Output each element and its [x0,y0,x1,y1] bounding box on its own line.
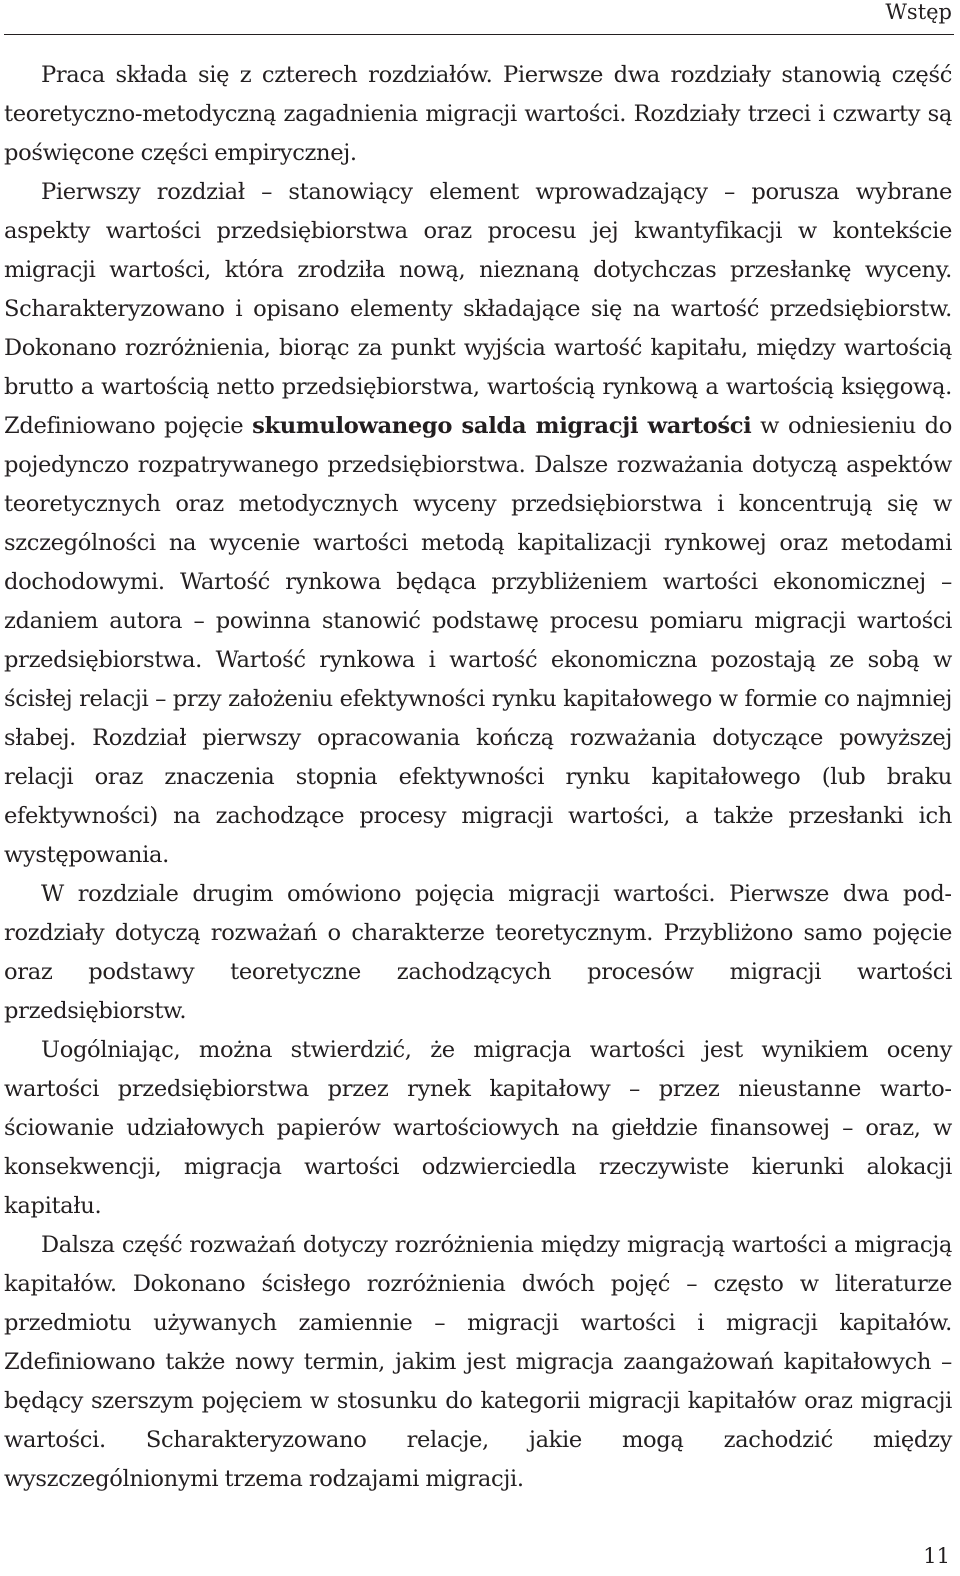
paragraph-3: W rozdziale drugim omówiono pojęcia migracji wartości. Pierwsze dwa podrozdziały dotyczą rozważań o charakterze teoretycznym. Przybliżono samo pojęcie oraz podstawy teoretyczne zachodzących procesów migracji wartości przedsiębiorstw. [4,881,952,1024]
paragraph-5: Dalsza część rozważań dotyczy rozróżnienia między migracją wartości a migracją kapitałów. Dokonano ścisłego rozróżnienia dwóch pojęć – często w literaturze przedmiotu używanych zamiennie – migracji wartości i migracji kapitałów. Zdefiniowano także nowy termin, jakim jest migracja zaangażowań kapitałowych – będący szerszym pojęciem w stosunku do kategorii migracji kapitałów oraz migracji wartości. Scharakteryzowano relacje, jakie mogą zachodzić między wyszczególnionymi trzema rodzajami migracji. [4,1232,952,1492]
header-divider [4,34,954,35]
paragraph-2 [4,173,952,875]
paragraph-1: Praca składa się z czterech rozdziałów. Pierwsze dwa rozdziały stanowią część teoretyczno-metodyczną zagadnienia migracji wartości. Rozdziały trzeci i czwarty są poświęcone części empirycznej. [4,62,952,166]
page-number: 11 [923,1544,950,1568]
running-head-title: Wstęp [885,0,952,24]
bold-term: skumulowanego salda migracji wartości [252,413,752,439]
paragraph-2-text-end: w odniesieniu do pojedynczo rozpatrywanego przedsiębiorstwa. Dalsze rozważania dotyczą aspektów teoretycznych oraz metodycznych wyceny przedsiębiorstwa i koncentrują się w szczególności na wycenie wartości metodą kapitalizacji rynkowej oraz metodami dochodowymi. Wartość rynkowa będąca przybliżeniem wartości ekonomicznej – zdaniem autora – powinna stanowić podstawę procesu pomiaru migracji wartości przedsiębiorstwa. Wartość rynkowa i wartość ekonomiczna pozostają ze sobą w ścisłej relacji – przy założeniu efektywności rynku kapitałowego w formie co najmniej słabej. Rozdział pierwszy opracowania kończą rozważania dotyczące powyższej relacji oraz znaczenia stopnia efektywności rynku kapitałowego (lub braku efektywności) na zachodzące procesy migracji wartości, a także przesłanki ich występowania. [4,413,952,868]
paragraph-2-text-start: Pierwszy rozdział – stanowiący element wprowadzający – porusza wybrane aspekty wartości przedsiębiorstwa oraz procesu jej kwantyfikacji w kontekście migracji wartości, która zrodziła nową, nieznaną dotychczas przesłankę wyceny. Scharakteryzowano i opisano elementy składające się na wartość przedsiębiorstw. Dokonano rozróżnienia, biorąc za punkt wyjścia wartość kapitału, między wartością brutto a wartością netto przedsiębiorstwa, wartością rynkową a wartością księgową. Zdefiniowano pojęcie [4,179,952,439]
paragraph-4: Uogólniając, można stwierdzić, że migracja wartości jest wynikiem oceny wartości przedsiębiorstwa przez rynek kapitałowy – przez nieustanne wartościowanie udziałowych papierów wartościowych na giełdzie finansowej – oraz, w konsekwencji, migracja wartości odzwierciedla rzeczywiste kierunki alokacji kapitału. [4,1037,952,1219]
body-text [4,56,952,1499]
